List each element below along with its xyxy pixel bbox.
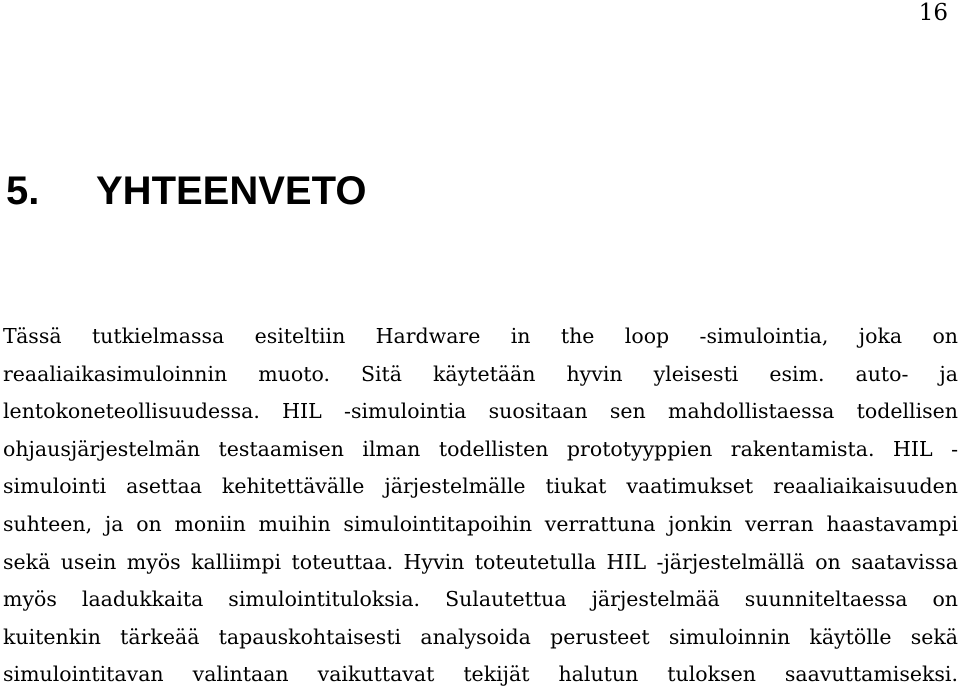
paragraph-line: simulointitavan valintaan vaikuttavat tekijät halutun tuloksen saavuttamiseksi. [3, 662, 958, 687]
summary-paragraph [3, 318, 958, 694]
chapter-title: YHTEENVETO [96, 169, 367, 213]
paragraph-line: ohjausjärjestelmän testaamisen ilman todellisten prototyyppien rakentamista. HIL - [3, 436, 958, 461]
paragraph-line: reaaliaikasimuloinnin muoto. Sitä käytetään hyvin yleisesti esim. auto- ja [3, 361, 958, 386]
chapter-heading [6, 168, 366, 214]
paragraph-line: simulointi asettaa kehitettävälle järjestelmälle tiukat vaatimukset reaaliaikaisuuden [3, 474, 958, 499]
paragraph-line: lentokoneteollisuudessa. HIL -simulointia suositaan sen mahdollistaessa todellisen [3, 399, 958, 424]
paragraph-line: sekä usein myös kalliimpi toteuttaa. Hyvin toteutetulla HIL -järjestelmällä on saatavissa [3, 549, 958, 574]
page-number: 16 [918, 0, 948, 26]
paragraph-line: suhteen, ja on moniin muihin simulointitapoihin verrattuna jonkin verran haastavampi [3, 511, 958, 536]
chapter-number: 5. [6, 169, 40, 213]
paragraph-line: kuitenkin tärkeää tapauskohtaisesti analysoida perusteet simuloinnin käytölle sekä [3, 624, 958, 649]
paragraph-line: Tässä tutkielmassa esiteltiin Hardware in the loop -simulointia, joka on [3, 324, 958, 348]
paragraph-line: myös laadukkaita simulointituloksia. Sulautettua järjestelmää suunniteltaessa on [3, 587, 958, 612]
